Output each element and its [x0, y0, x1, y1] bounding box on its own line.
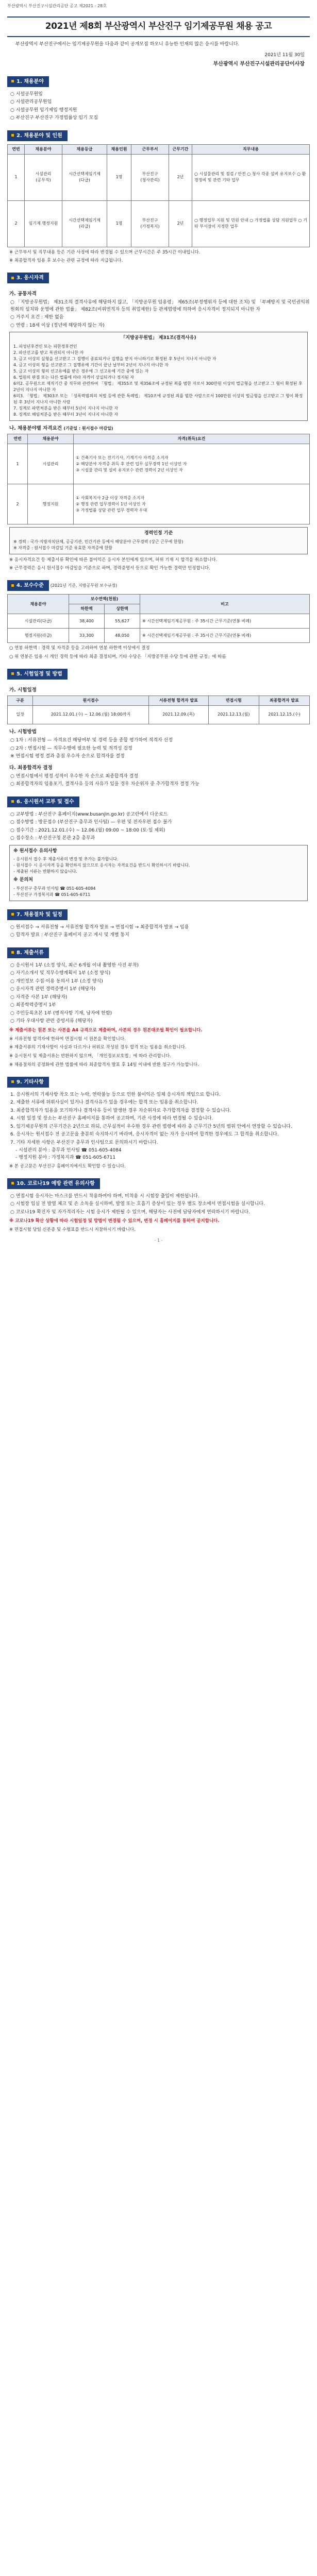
section-procedure — [7, 909, 310, 939]
box-item: 1. 피성년후견인 또는 피한정후견인 — [13, 344, 77, 349]
table-cell: 2021.12.13.(월) — [208, 705, 259, 724]
table-header: 자격(취득)요건 — [74, 434, 310, 444]
salary-table — [7, 594, 310, 643]
table-cell: 부산진구 (가정복지) — [131, 200, 169, 247]
section-application — [7, 796, 310, 901]
note: ※ 최종합격자 임용 후 보수는 관련 규정에 따라 지급됩니다. — [9, 258, 123, 264]
list-item: ○ 부산진구 부산진구 가정법률상 임기 모집 — [10, 115, 98, 121]
table-header: 직무내용 — [192, 144, 310, 154]
list-item: 7. 기타 자세한 사항은 부산진구 총무과 인사팀으로 문의하시기 바랍니다. — [10, 1140, 158, 1145]
table-cell: 행정지원 — [28, 484, 74, 524]
section-heading: 10. 코로나19 예방 관련 유의사항 — [7, 1178, 100, 1189]
table-cell: 1명 — [107, 200, 131, 247]
list-item: ※ 면접시험 평정 결과 총점 우수자 순으로 합격자를 결정 — [10, 754, 125, 759]
list-item: ○ 교부방법 : 부산진구 홈페이지(www.busanjin.go.kr) 공고란에서 다운로드 — [10, 811, 168, 817]
documents-list — [7, 962, 310, 1025]
table-header: 채용등급 — [62, 144, 107, 154]
other-list — [7, 1092, 310, 1147]
list-item: ○ 시설관리공무원임 — [10, 99, 52, 105]
list-item: ○ 응시자격 관련 경력증명서 1부 (해당자) — [10, 987, 96, 992]
page-title: 2021년 제8회 부산광역시 부산진구 임기제공무원 채용 공고 — [7, 16, 310, 37]
table-cell: ① 사회복지사 2급 이상 자격증 소지자 ② 행정 관련 업무경력이 1년 이상인 자 ③ 가정법률 상담 관련 업무 경력자 우대 — [74, 484, 310, 524]
table-cell: 임기제 행정지원 — [25, 200, 62, 247]
box-item: 5. 금고 이상의 형의 선고유예를 받은 경우에 그 선고유예 기간 중에 있는 자 — [13, 368, 149, 374]
box-item: 6. 법원의 판결 또는 다른 법률에 따라 자격이 상실되거나 정지된 자 — [13, 375, 134, 380]
announcement-date: 2021년 11월 30일 — [264, 53, 305, 58]
list-item: ○ 거주지 요건 : 제한 없음 — [10, 315, 64, 320]
list-item: ○ 개인정보 수집·이용 동의서 1부 (소정 양식) — [10, 978, 103, 984]
table-header: 상한액 — [105, 604, 140, 614]
note: ※ 응시자격요건 등 제출서류 확인에 따른 불이익은 응시자 본인에게 있으며, 허위 기재 시 합격을 취소합니다. — [9, 557, 218, 563]
table-cell: ※ 시간선택제임기제공무원 : 주 35시간 근무기준(연봉 비례) — [140, 614, 310, 629]
section-recruit-field — [7, 76, 310, 122]
table-header: 연번 — [8, 144, 25, 154]
subheading: 다. 최종합격자 결정 — [9, 765, 53, 771]
disqualification-box — [9, 332, 308, 421]
application-notice-box — [9, 845, 308, 901]
final-decision-list — [7, 773, 310, 788]
box-item: 7. 징계로 파면처분을 받은 때부터 5년이 지나지 아니한 자 — [13, 405, 119, 411]
list-item: ○ 시험장 입실 전 발열 체크 및 손 소독을 실시하며, 발열 또는 호흡기 증상이 있는 경우 별도 장소에서 면접시험을 실시합니다. — [10, 1201, 265, 1207]
table-row — [8, 444, 310, 484]
subheading: 나. 시험방법 — [9, 728, 37, 735]
list-item: ○ 접수방법 : 방문접수 (부산진구 총무과 인사팀) — 우편 및 전자우편 접수 불가 — [10, 820, 172, 825]
intro-text: 부산광역시 부산진구에서는 임기제공무원을 다음과 같이 공개모집 하오니 유능한 인재의 많은 응시를 바랍니다. — [15, 41, 240, 47]
list-item: ○ 합격자 발표 : 부산진구 홈페이지 공고 게시 및 개별 통지 — [10, 933, 129, 938]
list-item: ○ 면접시험에서 평정 성적이 우수한 자 순으로 최종합격자 결정 — [10, 773, 139, 779]
box-item: - 원서접수 시 응시자격 등을 확인하지 않으므로 응시자는 자격요건을 반드시 확인하시기 바랍니다. — [13, 863, 190, 868]
table-cell: ○ 시설물관리 및 점검 / 안전 ○ 청사 각종 설비 유지보수 ○ 환경정비 및 관련 기타 업무 — [192, 154, 310, 200]
list-item: ○ 연령 : 18세 이상 (정년에 해당하지 않는 자) — [10, 323, 105, 328]
section-heading: 8. 제출서류 — [7, 947, 49, 958]
table-header: 구분 — [8, 696, 33, 705]
table-cell: 1 — [8, 444, 28, 484]
table-cell: 행정지원(라급) — [8, 629, 69, 643]
section-heading: 9. 기타사항 — [7, 1077, 49, 1088]
table-header: 원서접수 — [33, 696, 149, 705]
table-row — [8, 154, 310, 200]
table-cell: 48,050 — [105, 629, 140, 643]
box-title: ※ 문의처 — [13, 877, 33, 883]
list-item: ○ 기타 우대사항 관련 증빙서류 (해당자) — [10, 1019, 93, 1024]
list-item: ○ 자격증 사본 1부 (해당자) — [10, 994, 68, 1000]
procedure-list — [7, 924, 310, 939]
subheading: 가. 시험일정 — [9, 687, 37, 693]
list-item: ○ 최종합격자의 임용포기, 결격사유 등의 사유가 있을 경우 차순위자 중 추가합격자 결정 가능 — [10, 782, 199, 787]
box-item: 6의3. 「형법」 제303조 또는 「성폭력범죄의 처벌 등에 관한 특례법」 제10조에 규정된 죄를 범한 사람으로서 100만원 이상의 벌금형을 선고받고 그 형이 확정된 후 3년이 지나지 아니한 사람 — [13, 393, 303, 404]
note: ※ 면접시험 당일 신분증 및 수험표를 반드시 지참하시기 바랍니다. — [9, 1227, 136, 1232]
note: ※ 응시원서 및 제출서류는 반환하지 않으며, 「개인정보보호법」에 따라 관리합니다. — [9, 1054, 171, 1059]
section-heading: 3. 응시자격 — [7, 273, 49, 283]
table-cell: 2 — [8, 200, 25, 247]
table-cell: 시설관리 (공무직) — [25, 154, 62, 200]
signer: 부산광역시 부산진구시설관리공단이사장 — [213, 61, 305, 67]
note: ※ 근무경력은 응시 원서접수 마감일을 기준으로 하며, 경력증명서 등으로 확인 가능한 경력만 인정합니다. — [9, 566, 210, 571]
section-other — [7, 1077, 310, 1170]
section-heading: 5. 시험일정 및 방법 — [7, 669, 68, 680]
table-header: 최종합격자 발표 — [259, 696, 309, 705]
exam-method-list — [7, 737, 310, 760]
list-item: 6. 응시자는 원서접수 전 공고문을 충분히 숙지하시기 바라며, 응시자격이 없는 자가 응시하여 합격한 경우에도 그 합격을 취소합니다. — [10, 1132, 279, 1137]
career-criteria-box — [9, 527, 308, 554]
list-item: ○ 원서접수 → 서류전형 → 서류전형 합격자 발표 → 면접시험 → 최종합격자 발표 → 임용 — [10, 924, 189, 930]
section-positions — [7, 130, 310, 265]
list-item: ○ 시설공무원 임기제임 행정지원 — [10, 107, 77, 113]
qualification-table — [7, 434, 310, 524]
salary-basis: (2021년 기준, 지방공무원 보수규정) — [50, 583, 118, 588]
table-header: 서류전형 합격자 발표 — [149, 696, 209, 705]
box-title: 경력인정 기준 — [144, 531, 173, 536]
contact-line: - 행정지원 분야 : 가정복지과 ☎ 051-605-6711 — [15, 1155, 116, 1160]
important-note: ※ 코로나19 확산 상황에 따라 시험일정 및 방법이 변경될 수 있으며, 변경 시 홈페이지를 통하여 공지합니다. — [9, 1218, 220, 1224]
recruit-field-list — [7, 91, 310, 122]
section-heading: 7. 채용절차 및 일정 — [7, 909, 68, 920]
table-row — [8, 629, 310, 643]
table-header: 보수연액(천원) — [69, 595, 140, 604]
box-item: - 제출된 서류는 반환하지 않습니다. — [13, 869, 77, 874]
list-item: 5. 임기제공무원의 근무기간은 2년으로 하되, 근무실적이 우수한 경우 관련 법령에 따라 총 근무기간 5년의 범위 안에서 연장할 수 있습니다. — [10, 1124, 292, 1129]
page-number: - 1 - — [154, 1238, 163, 1243]
note: ※ 본 공고문은 부산진구 홈페이지에서도 확인할 수 있습니다. — [9, 1164, 126, 1169]
list-item: ○ 자기소개서 및 직무수행계획서 1부 (소정 양식) — [10, 971, 111, 976]
table-cell: ※ 시간선택제임기제공무원 : 주 35시간 근무기준(연봉 비례) — [140, 629, 310, 643]
table-header: 채용분야 — [28, 434, 74, 444]
note: ○ 연봉 하한액 : 경력 및 자격증 등을 고려하여 연봉 하한액 이상에서 결정 — [9, 646, 150, 651]
list-item: ○ 접수기간 : 2021.12.01.(수) ~ 12.06.(월) 09:00 ~ 18:00 (토·일 제외) — [10, 827, 165, 833]
list-item: ○ 「지방공무원법」 제31조의 결격사유에 해당하지 않고, 「지방공무원 임용령」 제65조(부정행위자 등에 대한 조치) 및 「부패방지 및 국민권익위원회의 설치와 운영에 관한 법률」 제82조(비위면직자 등의 취업제한) 등 관계법령에 의하여 응시자격이 정지되지 아니한 자 — [10, 300, 310, 312]
table-cell: 2021.12.09.(목) — [149, 705, 209, 724]
box-item: 2. 파산선고를 받고 복권되지 아니한 자 — [13, 350, 84, 355]
table-header: 비고 — [140, 595, 310, 614]
contact-line: - 시설관리 분야 : 총무과 인사팀 ☎ 051-605-4084 — [15, 1148, 122, 1153]
box-item: ※ 경력 : 국가·지방자치단체, 공공기관, 민간기관 등에서 해당분야 근무경력 (상근 근무에 한함) — [13, 539, 183, 544]
announcement-page — [0, 3, 317, 1244]
table-cell: 33,300 — [69, 629, 105, 643]
table-cell: 부산진구 (청사관리) — [131, 154, 169, 200]
list-item: 4. 시험 일정 및 장소는 부산진구 홈페이지를 통하여 공고하며, 기관 사정에 따라 변경될 수 있습니다. — [10, 1116, 213, 1121]
section-documents — [7, 947, 310, 1069]
section-heading: 4. 보수수준 — [7, 580, 49, 591]
application-list — [7, 811, 310, 842]
subheading: 가. 공통자격 — [9, 291, 37, 297]
table-cell: 2021.12.01.(수) ~ 12.06.(월) 18:00까지 — [33, 705, 149, 724]
table-cell: 2년 — [169, 200, 192, 247]
table-cell: 2년 — [169, 154, 192, 200]
section-heading: 1. 채용분야 — [7, 76, 49, 87]
section-exam-schedule — [7, 669, 310, 788]
subheading-title: 나. 채용분야별 자격요건 — [9, 425, 62, 431]
box-item: 6의2. 공무원으로 재직기간 중 직무와 관련하여 「형법」 제355조 및 제356조에 규정된 죄를 범한 자로서 300만원 이상의 벌금형을 선고받고 그 형이 확정된 후 2년이 지나지 아니한 자 — [13, 381, 303, 392]
list-item: ○ 접수장소 : 부산진구청 본관 2층 총무과 — [10, 836, 95, 841]
section-heading: 6. 응시원서 교부 및 접수 — [7, 796, 79, 807]
table-cell: 1 — [8, 154, 25, 200]
list-item: ○ 면접시험 응시자는 마스크를 반드시 착용하여야 하며, 미착용 시 시험장 출입이 제한됩니다. — [10, 1193, 199, 1199]
note: ※ 근무부서 및 직무내용 등은 기관 사정에 따라 변경될 수 있으며 근무시간은 주 35시간 이내입니다. — [9, 249, 201, 255]
table-cell: 시설관리(다급) — [8, 614, 69, 629]
important-note: ※ 제출서류는 원본 또는 사본을 A4 규격으로 제출하며, 사본의 경우 원본대조필 확인이 필요합니다. — [9, 1027, 203, 1033]
table-cell: 시간선택제임기제 (라급) — [62, 200, 107, 247]
section-salary — [7, 580, 310, 660]
table-cell: ○ 행정업무 지원 및 민원 안내 ○ 가정법률 상담 지원업무 ○ 기타 부서장이 지정한 업무 — [192, 200, 310, 247]
note: ※ 제출서류의 기재사항이 사실과 다르거나 허위로 작성된 경우 합격 또는 임용을 취소합니다. — [9, 1045, 187, 1050]
table-header: 채용인원 — [107, 144, 131, 154]
note: ※ 서류전형 합격자에 한하여 면접시험 시 원본을 확인합니다. — [9, 1036, 126, 1042]
box-title: ※ 원서접수 유의사항 — [13, 848, 57, 854]
contact-line: - 부산진구 총무과 인사팀 ☎ 051-605-4084 — [13, 886, 96, 891]
table-cell: 일정 — [8, 705, 33, 724]
box-item: ※ 자격증 : 원서접수 마감일 기준 유효한 자격증에 한함 — [13, 545, 113, 550]
note: ※ 채용절차의 공정화에 관한 법률에 따라 최종합격자 발표 후 14일 이내에 반환 청구가 가능합니다. — [9, 1062, 199, 1067]
list-item: 3. 최종합격자가 임용을 포기하거나 결격사유 등이 발생한 경우 차순위자로 추가합격자를 결정할 수 있습니다. — [10, 1108, 231, 1113]
note: ○ 위 연봉은 임용 시 개인 경력 등에 따라 최종 결정되며, 기타 수당은 「지방공무원 수당 등에 관한 규정」에 따름 — [9, 654, 226, 659]
box-item: 3. 금고 이상의 실형을 선고받고 그 집행이 종료되거나 집행을 받지 아니하기로 확정된 후 5년이 지나지 아니한 자 — [13, 356, 216, 361]
covid-list — [7, 1193, 310, 1216]
table-row — [8, 484, 310, 524]
list-item: 2. 제출한 서류에 허위사실이 있거나 결격사유가 있을 경우에는 합격 또는 임용을 취소합니다. — [10, 1100, 198, 1105]
table-cell: 2021.12.15.(수) — [259, 705, 309, 724]
table-header: 채용분야 — [25, 144, 62, 154]
list-item: ○ 응시원서 1부 (소정 양식, 최근 6개월 이내 촬영한 사진 부착) — [10, 962, 139, 968]
table-row — [8, 614, 310, 629]
general-qualification-list — [7, 299, 310, 329]
table-row — [8, 705, 310, 724]
box-item: 8. 징계로 해임처분을 받은 때부터 3년이 지나지 아니한 자 — [13, 412, 119, 417]
table-cell: 38,400 — [69, 614, 105, 629]
subheading — [9, 425, 310, 432]
contact-line: - 부산진구 가정복지과 ☎ 051-605-6711 — [13, 892, 91, 897]
table-header: 근무기간 — [169, 144, 192, 154]
table-header: 연번 — [8, 434, 28, 444]
table-cell: ① 건축기사 또는 전기기사, 기계기사 자격증 소지자 ② 해당분야 자격증 취득 후 관련 업무 실무경력 1년 이상인 자 ③ 시설물 관리 및 설비 유지보수 관련 경력이 2년 이상인 자 — [74, 444, 310, 484]
table-header: 채용분야 — [8, 595, 69, 614]
box-item: 4. 금고 이상의 형을 선고받고 그 집행유예 기간이 끝난 날부터 2년이 지나지 아니한 자 — [13, 362, 169, 367]
table-cell: 2 — [8, 484, 28, 524]
list-item: ○ 최종학력증명서 1부 — [10, 1003, 56, 1008]
table-header: 하한액 — [69, 604, 105, 614]
box-title: 「지방공무원법」 제31조(결격사유) — [121, 335, 196, 341]
list-item: ○ 시설공무원임 — [10, 91, 43, 97]
table-header: 면접시험 — [208, 696, 259, 705]
subheading-note: (기준일 : 원서접수 마감일) — [63, 426, 113, 431]
table-header: 근무부서 — [131, 144, 169, 154]
list-item: ○ 1차 : 서류전형 — 자격요건 해당여부 및 경력 등을 종합 평가하여 적격자 선정 — [10, 738, 173, 743]
box-item: - 응시원서 접수 후 제출서류의 변경 및 추가는 불가합니다. — [13, 857, 119, 862]
table-cell: 1명 — [107, 154, 131, 200]
section-qualifications — [7, 273, 310, 572]
section-covid — [7, 1178, 310, 1233]
list-item: 1. 응시원서의 기재사항 착오 또는 누락, 연락불능 등으로 인한 불이익은 일체 응시자의 책임으로 합니다. — [10, 1092, 221, 1097]
list-item: ○ 코로나19 확진자 및 자가격리자는 시험 응시가 제한될 수 있으며, 해당자는 사전에 담당자에게 연락하시기 바랍니다. — [10, 1209, 251, 1215]
table-cell: 시설관리 — [28, 444, 74, 484]
table-cell: 시간선택제임기제 (다급) — [62, 154, 107, 200]
table-cell: 55,627 — [105, 614, 140, 629]
list-item: ○ 주민등록초본 1부 (병적사항 기재, 남자에 한함) — [10, 1010, 112, 1016]
document-reference: 부산광역시 부산진구시설관리공단 공고 제2021 - 28호 — [7, 4, 107, 8]
positions-table — [7, 144, 310, 247]
schedule-table — [7, 696, 310, 724]
section-heading: 2. 채용분야 및 인원 — [7, 130, 68, 141]
list-item: ○ 2차 : 면접시험 — 직무수행에 필요한 능력 및 적격성 검정 — [10, 745, 132, 751]
table-row — [8, 200, 310, 247]
